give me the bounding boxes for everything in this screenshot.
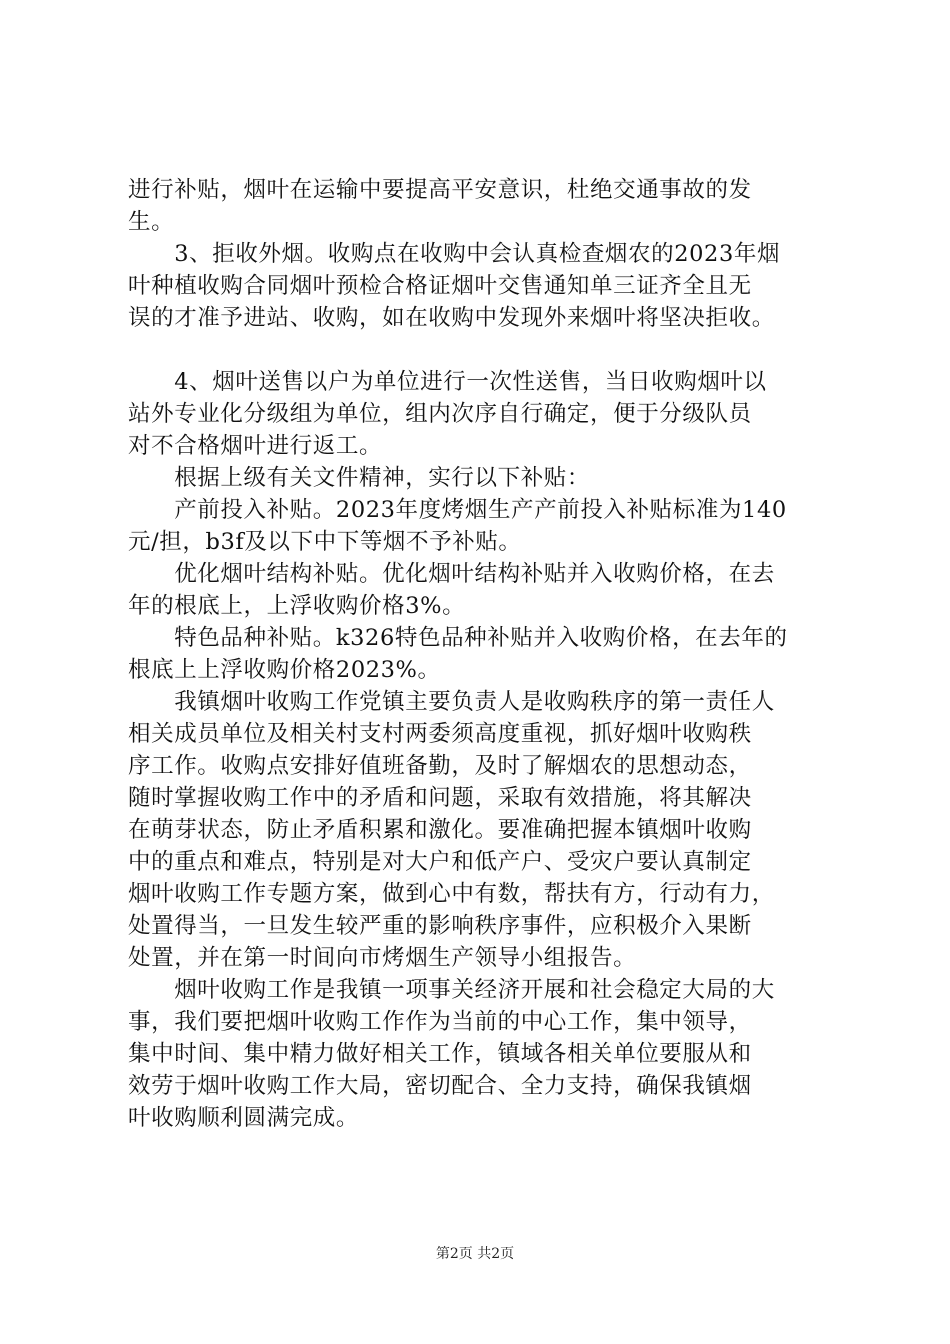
text-line: 序工作。收购点安排好值班备勤，及时了解烟农的思想动态， xyxy=(128,753,752,779)
text-line: 站外专业化分级组为单位，组内次序自行确定，便于分级队员 xyxy=(128,401,752,427)
text-line: 生。 xyxy=(128,209,175,235)
text-line: 效劳于烟叶收购工作大局，密切配合、全力支持，确保我镇烟 xyxy=(128,1073,752,1099)
document-body xyxy=(128,174,833,1134)
text-line: 年的根底上，上浮收购价格3%。 xyxy=(128,593,466,619)
text-line: 对不合格烟叶进行返工。 xyxy=(128,433,383,459)
text-line: 中的重点和难点，特别是对大户和低产户、受灾户要认真制定 xyxy=(128,849,752,875)
text-line: 4、烟叶送售以户为单位进行一次性送售，当日收购烟叶以 xyxy=(128,369,767,395)
text-line: 事，我们要把烟叶收购工作作为当前的中心工作，集中领导， xyxy=(128,1009,752,1035)
page-number: 第2页 共2页 xyxy=(435,1246,515,1262)
text-line: 叶种植收购合同烟叶预检合格证烟叶交售通知单三证齐全且无 xyxy=(128,273,752,299)
text-line: 在萌芽状态，防止矛盾积累和激化。要准确把握本镇烟叶收购 xyxy=(128,817,752,843)
text-line: 根据上级有关文件精神，实行以下补贴： xyxy=(128,465,591,491)
text-line: 产前投入补贴。2023年度烤烟生产产前投入补贴标准为140 xyxy=(128,497,787,523)
text-line: 3、拒收外烟。收购点在收购中会认真检查烟农的2023年烟 xyxy=(128,241,781,267)
text-line: 元/担，b3f及以下中下等烟不予补贴。 xyxy=(128,529,522,555)
text-line: 随时掌握收购工作中的矛盾和问题，采取有效措施，将其解决 xyxy=(128,785,752,811)
text-line: 处置，并在第一时间向市烤烟生产领导小组报告。 xyxy=(128,945,637,971)
text-line: 特色品种补贴。k326特色品种补贴并入收购价格，在去年的 xyxy=(128,625,788,651)
text-line: 进行补贴，烟叶在运输中要提高平安意识，杜绝交通事故的发 xyxy=(128,177,752,203)
text-line: 相关成员单位及相关村支村两委须高度重视，抓好烟叶收购秩 xyxy=(128,721,752,747)
text-line: 叶收购顺利圆满完成。 xyxy=(128,1105,360,1131)
text-line: 优化烟叶结构补贴。优化烟叶结构补贴并入收购价格，在去 xyxy=(128,561,775,587)
text-line: 根底上上浮收购价格2023%。 xyxy=(128,657,441,683)
text-line: 烟叶收购工作是我镇一项事关经济开展和社会稳定大局的大 xyxy=(128,977,775,1003)
text-line: 误的才准予进站、收购，如在收购中发现外来烟叶将坚决拒收。 xyxy=(128,305,775,331)
text-line: 处置得当，一旦发生较严重的影响秩序事件，应积极介入果断 xyxy=(128,913,752,939)
text-line: 烟叶收购工作专题方案，做到心中有数，帮扶有方，行动有力， xyxy=(128,881,775,907)
page-footer xyxy=(0,1244,950,1264)
text-line: 我镇烟叶收购工作党镇主要负责人是收购秩序的第一责任人 xyxy=(128,689,775,715)
text-line: 集中时间、集中精力做好相关工作，镇域各相关单位要服从和 xyxy=(128,1041,752,1067)
